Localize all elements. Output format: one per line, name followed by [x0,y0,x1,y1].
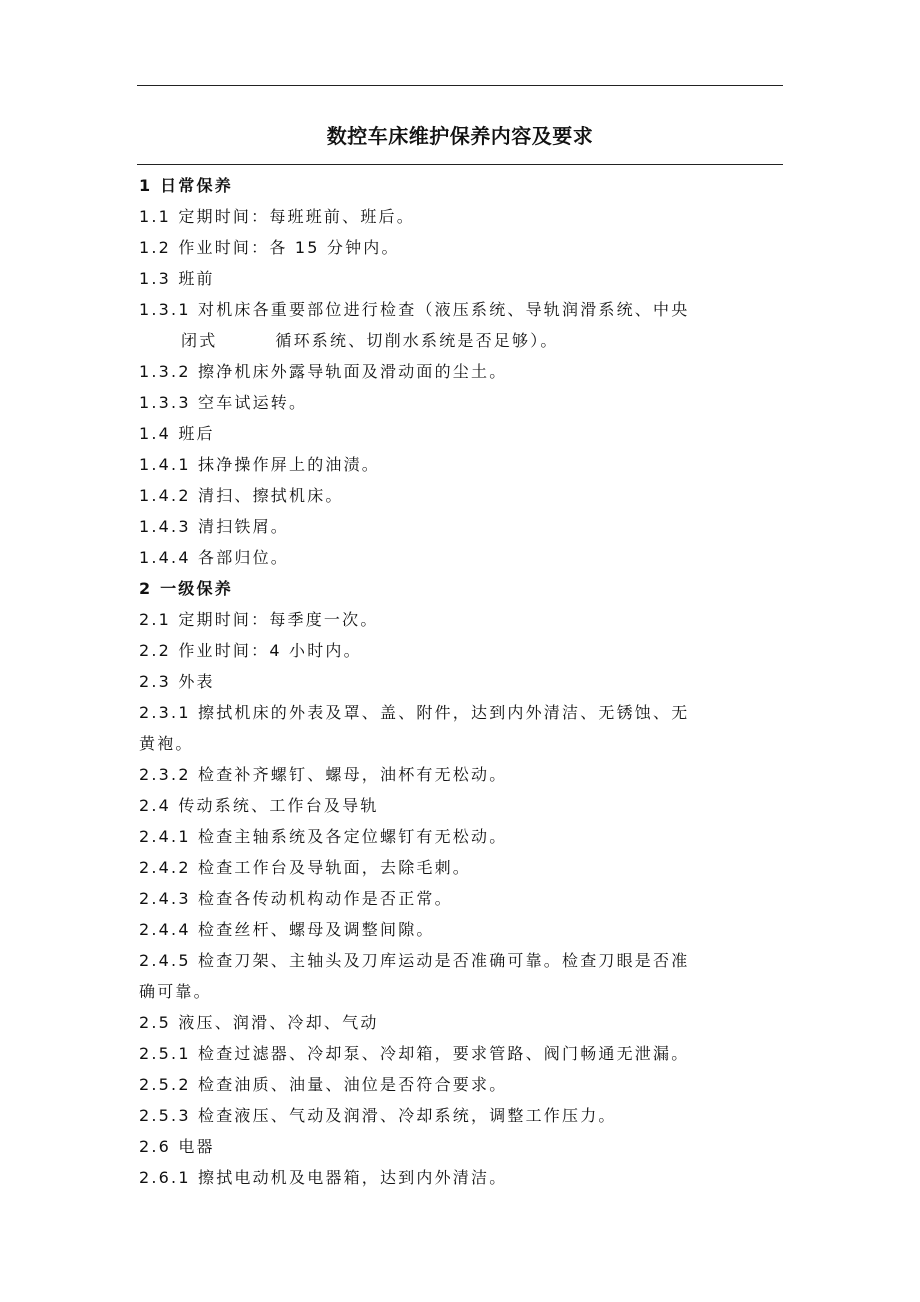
text-line: 黄袍。 [139,734,194,753]
section-heading: 2 一级保养 [139,579,233,598]
text-line: 2.3.1 擦拭机床的外表及罩、盖、附件，达到内外清洁、无锈蚀、无 [139,703,690,722]
text-segment: 循环系统、切削水系统是否足够）。 [275,331,559,350]
text-line: 1.4 班后 [139,424,215,443]
title-rule [137,164,783,165]
text-line: 2.4.5 检查刀架、主轴头及刀库运动是否准确可靠。检查刀眼是否准 [139,951,690,970]
text-line: 2.5.2 检查油质、油量、油位是否符合要求。 [139,1075,508,1094]
text-line: 2.5 液压、润滑、冷却、气动 [139,1013,379,1032]
text-line: 2.6 电器 [139,1137,215,1156]
text-line: 1.3.1 对机床各重要部位进行检查（液压系统、导轨润滑系统、中央 [139,300,690,319]
text-line-continuation [139,325,785,356]
document-body [139,170,785,1193]
text-segment: 闭式 [181,331,218,350]
text-line: 2.5.3 检查液压、气动及润滑、冷却系统，调整工作压力。 [139,1106,617,1125]
text-line: 1.1 定期时间：每班班前、班后。 [139,207,415,226]
text-line: 2.5.1 检查过滤器、冷却泵、冷却箱，要求管路、阀门畅通无泄漏。 [139,1044,690,1063]
text-line: 2.4 传动系统、工作台及导轨 [139,796,379,815]
text-line: 1.3 班前 [139,269,215,288]
text-line: 1.4.1 抹净操作屏上的油渍。 [139,455,380,474]
text-line: 1.4.2 清扫、擦拭机床。 [139,486,344,505]
text-line: 2.4.1 检查主轴系统及各定位螺钉有无松动。 [139,827,508,846]
section-heading: 1 日常保养 [139,176,233,195]
text-line: 2.2 作业时间：4 小时内。 [139,641,362,660]
text-line: 1.4.4 各部归位。 [139,548,289,567]
text-line: 1.3.2 擦净机床外露导轨面及滑动面的尘土。 [139,362,508,381]
text-line: 2.6.1 擦拭电动机及电器箱，达到内外清洁。 [139,1168,508,1187]
text-line: 2.4.4 检查丝杆、螺母及调整间隙。 [139,920,435,939]
document-title: 数控车床维护保养内容及要求 [326,124,594,148]
text-line: 2.4.2 检查工作台及导轨面，去除毛刺。 [139,858,471,877]
text-line: 2.1 定期时间：每季度一次。 [139,610,379,629]
text-line: 2.4.3 检查各传动机构动作是否正常。 [139,889,453,908]
top-rule [137,85,783,86]
text-line: 1.4.3 清扫铁屑。 [139,517,289,536]
text-line: 2.3 外表 [139,672,215,691]
text-line: 1.3.3 空车试运转。 [139,393,308,412]
text-line: 2.3.2 检查补齐螺钉、螺母，油杯有无松动。 [139,765,508,784]
text-line: 1.2 作业时间：各 15 分钟内。 [139,238,400,257]
text-line: 确可靠。 [139,982,212,1001]
